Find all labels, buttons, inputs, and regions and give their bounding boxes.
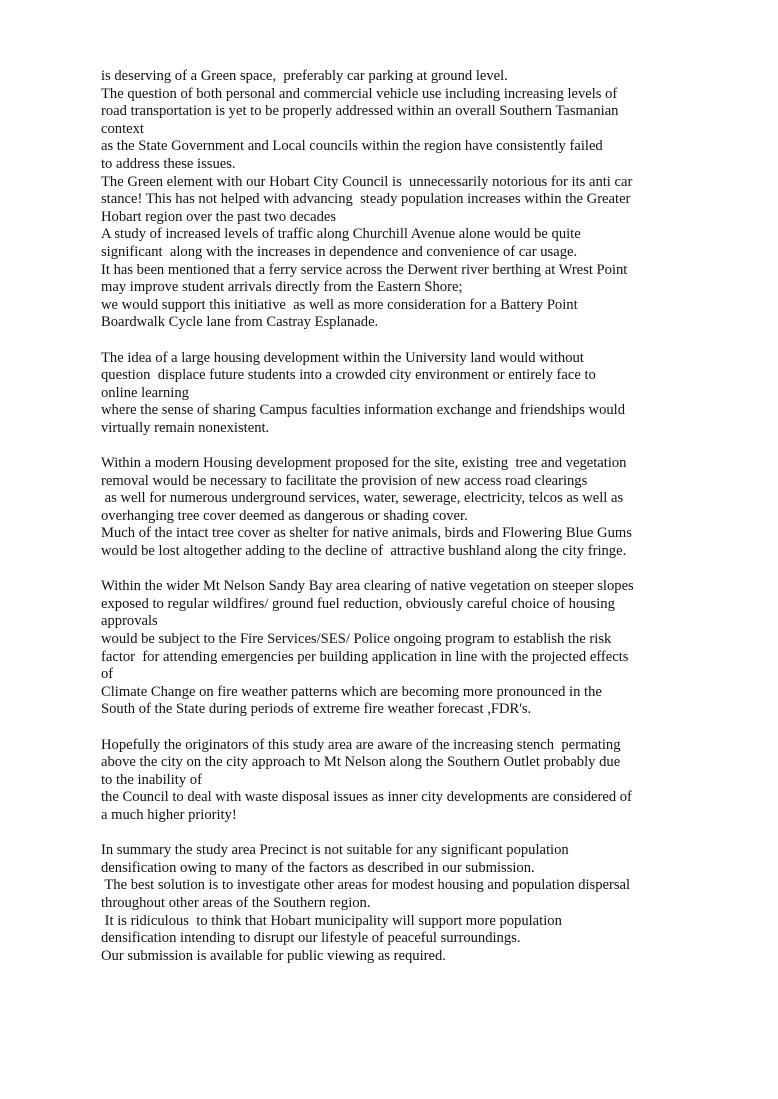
text-line: It is ridiculous to think that Hobart municipality will support more population: [101, 912, 562, 929]
text-line: is deserving of a Green space, preferably car parking at ground level.: [101, 68, 508, 84]
paragraph-waste-disposal: [101, 737, 701, 825]
text-line: Within a modern Housing development proposed for the site, existing tree and vegetation: [101, 455, 627, 472]
text-line: A study of increased levels of traffic along Churchill Avenue alone would be quite: [101, 226, 581, 243]
text-line: factor for attending emergencies per building application in line with the projected effects: [101, 648, 629, 665]
text-line: we would support this initiative as well as more consideration for a Battery Point: [101, 296, 578, 313]
text-line: road transportation is yet to be properly addressed within an overall Southern Tasmanian: [101, 103, 619, 120]
text-line: above the city on the city approach to Mt Nelson along the Southern Outlet probably due: [101, 754, 621, 771]
text-line: Climate Change on fire weather patterns which are becoming more pronounced in the: [101, 683, 602, 700]
text-line: where the sense of sharing Campus faculties information exchange and friendships would: [101, 402, 626, 419]
document-body: [101, 68, 701, 965]
text-line: of: [101, 666, 114, 683]
text-line: to address these issues.: [101, 155, 236, 172]
text-line: significant along with the increases in dependence and convenience of car usage.: [101, 243, 578, 260]
text-line: as the State Government and Local councils within the region have consistently failed: [101, 138, 603, 155]
text-line: stance! This has not helped with advancing steady population increases within the Greater: [101, 191, 631, 208]
text-line: removal would be necessary to facilitate the provision of new access road clearings: [101, 472, 588, 489]
text-line: may improve student arrivals directly from the Eastern Shore;: [101, 279, 463, 296]
text-line: The Green element with our Hobart City Council is unnecessarily notorious for its anti car: [101, 173, 633, 190]
text-line: The idea of a large housing development within the University land would without: [101, 349, 584, 366]
text-line: the Council to deal with waste disposal issues as inner city developments are considered of: [101, 789, 632, 806]
text-line: In summary the study area Precinct is not suitable for any significant population: [101, 842, 569, 859]
text-line: The best solution is to investigate other areas for modest housing and population dispersal: [101, 877, 631, 894]
text-line: context: [101, 120, 144, 137]
paragraph-fire-risk: [101, 578, 701, 719]
text-line: a much higher priority!: [101, 806, 237, 823]
paragraph-vegetation-removal: [101, 455, 701, 561]
text-line: exposed to regular wildfires/ ground fuel reduction, obviously careful choice of housing: [101, 595, 615, 612]
text-line: question displace future students into a crowded city environment or entirely face to: [101, 367, 596, 384]
text-line: online learning: [101, 384, 189, 401]
text-line: It has been mentioned that a ferry service across the Derwent river berthing at Wrest Point: [101, 261, 628, 278]
text-line: Our submission is available for public viewing as required.: [101, 947, 446, 964]
text-line: South of the State during periods of extreme fire weather forecast ,FDR's.: [101, 701, 532, 718]
text-line: would be lost altogether adding to the decline of attractive bushland along the city fringe.: [101, 543, 627, 560]
text-line: Much of the intact tree cover as shelter for native animals, birds and Flowering Blue Gums: [101, 525, 632, 542]
text-line: Hobart region over the past two decades: [101, 208, 337, 225]
paragraph-university-housing: [101, 350, 701, 438]
text-line: throughout other areas of the Southern region.: [101, 894, 371, 911]
text-line: densification intending to disrupt our lifestyle of peaceful surroundings.: [101, 930, 521, 947]
text-line: The question of both personal and commercial vehicle use including increasing levels of: [101, 85, 618, 102]
text-line: overhanging tree cover deemed as dangerous or shading cover.: [101, 507, 468, 524]
text-line: to the inability of: [101, 771, 202, 788]
text-line: Within the wider Mt Nelson Sandy Bay area clearing of native vegetation on steeper slopes: [101, 578, 634, 595]
paragraph-traffic: [101, 68, 701, 332]
text-line: virtually remain nonexistent.: [101, 419, 270, 436]
text-line: as well for numerous underground services, water, sewerage, electricity, telcos as well as: [101, 490, 624, 507]
text-line: Boardwalk Cycle lane from Castray Esplanade.: [101, 314, 379, 331]
paragraph-summary: [101, 842, 701, 965]
text-line: densification owing to many of the factors as described in our submission.: [101, 859, 535, 876]
text-line: approvals: [101, 613, 158, 630]
text-line: Hopefully the originators of this study area are aware of the increasing stench permating: [101, 736, 621, 753]
text-line: would be subject to the Fire Services/SES/ Police ongoing program to establish the risk: [101, 631, 612, 647]
